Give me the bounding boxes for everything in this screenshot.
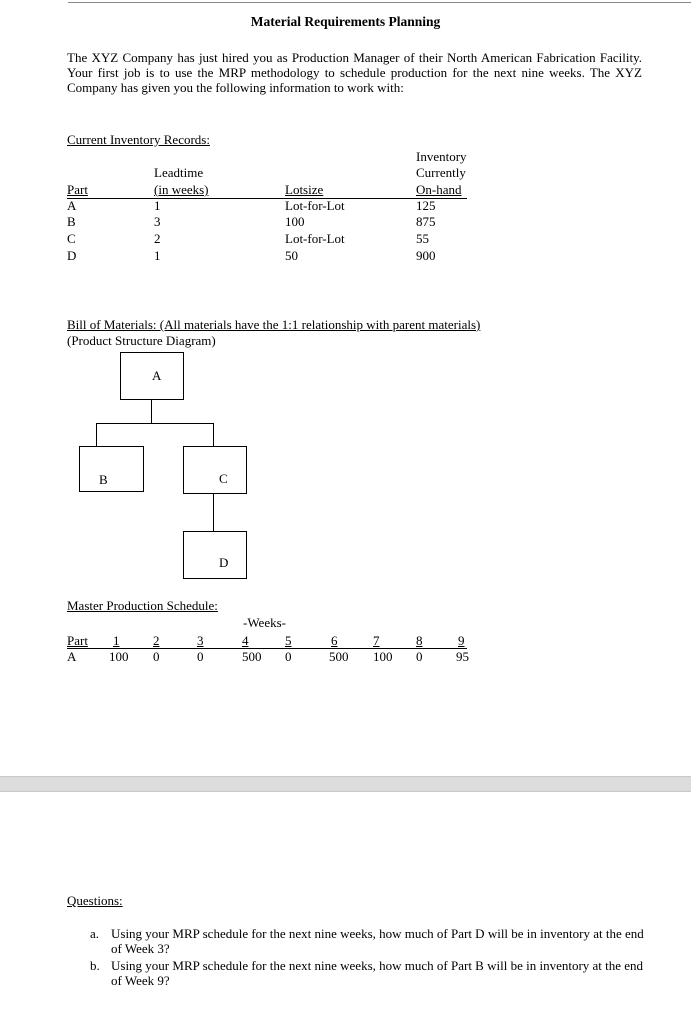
mps-value: 0 [416,649,423,664]
bom-node-label: A [152,368,162,383]
inventory-header-rule [67,198,467,199]
bom-subheading: (Product Structure Diagram) [67,333,216,348]
col-inventory-line3: On-hand [416,182,462,197]
mps-value: 500 [329,649,349,664]
row-lotsize: Lot-for-Lot [285,198,345,213]
mps-row-part: A [67,649,77,664]
question-marker: b. [90,958,100,973]
bom-connector [151,399,152,423]
bom-node-d [183,531,247,579]
question-item [90,926,650,956]
bom-node-label: B [99,472,108,487]
top-rule [68,2,691,3]
mps-week-number: 5 [285,633,292,648]
col-inventory-line1: Inventory [416,149,467,164]
row-onhand: 900 [416,248,436,263]
row-lotsize: Lot-for-Lot [285,231,345,246]
row-lotsize: 100 [285,214,305,229]
mps-week-number: 7 [373,633,380,648]
col-leadtime-line1: Leadtime [154,165,204,180]
col-inventory-line2: Currently [416,165,466,180]
questions-heading: Questions: [67,893,123,908]
mps-week-number: 8 [416,633,423,648]
mps-value: 0 [197,649,204,664]
row-leadtime: 2 [154,231,161,246]
bom-connector [96,423,97,446]
row-onhand: 55 [416,231,429,246]
page-title: Material Requirements Planning [250,14,441,29]
mps-value: 95 [456,649,469,664]
bom-node-b [79,446,144,492]
col-part: Part [67,182,88,197]
mps-weeks-label: -Weeks- [243,615,286,630]
page-break-divider [0,776,691,792]
mps-value: 0 [285,649,292,664]
row-leadtime: 1 [154,198,161,213]
mps-week-number: 9 [458,633,465,648]
mps-week-number: 6 [331,633,338,648]
row-lotsize: 50 [285,248,298,263]
questions-list [90,926,650,990]
bom-heading: Bill of Materials: (All materials have the 1:1 relationship with parent materials) [67,317,481,332]
row-leadtime: 1 [154,248,161,263]
mps-part-label: Part [67,633,88,648]
intro-paragraph: The XYZ Company has just hired you as Production Manager of their North American Fabrication Facility. Your first job is to use the MRP methodology to schedule production for the next nine weeks. The XYZ Company has given you the following information to work with: [67,50,642,95]
question-marker: a. [90,926,100,941]
inventory-heading: Current Inventory Records: [67,132,210,147]
row-part: C [67,231,76,246]
mps-value: 0 [153,649,160,664]
bom-connector [213,423,214,446]
mps-value: 500 [242,649,262,664]
row-onhand: 125 [416,198,436,213]
bom-connector [96,423,214,424]
col-leadtime-line2: (in weeks) [154,182,209,197]
row-onhand: 875 [416,214,436,229]
row-part: B [67,214,76,229]
row-part: A [67,198,77,213]
mps-value: 100 [373,649,393,664]
bom-node-label: D [219,555,229,570]
mps-week-number: 1 [113,633,120,648]
bom-node-c [183,446,247,494]
mps-value: 100 [109,649,129,664]
mps-week-number: 3 [197,633,204,648]
bom-node-label: C [219,471,228,486]
question-text: Using your MRP schedule for the next nine weeks, how much of Part D will be in inventory at the end of Week 3? [111,926,644,956]
row-part: D [67,248,77,263]
mps-week-number: 4 [242,633,249,648]
bom-node-a [120,352,184,400]
bom-connector [213,493,214,531]
question-item [90,958,650,988]
mps-heading: Master Production Schedule: [67,598,218,613]
question-text: Using your MRP schedule for the next nine weeks, how much of Part B will be in inventory at the end of Week 9? [111,958,644,988]
mps-week-number: 2 [153,633,160,648]
row-leadtime: 3 [154,214,161,229]
col-lotsize: Lotsize [285,182,324,197]
